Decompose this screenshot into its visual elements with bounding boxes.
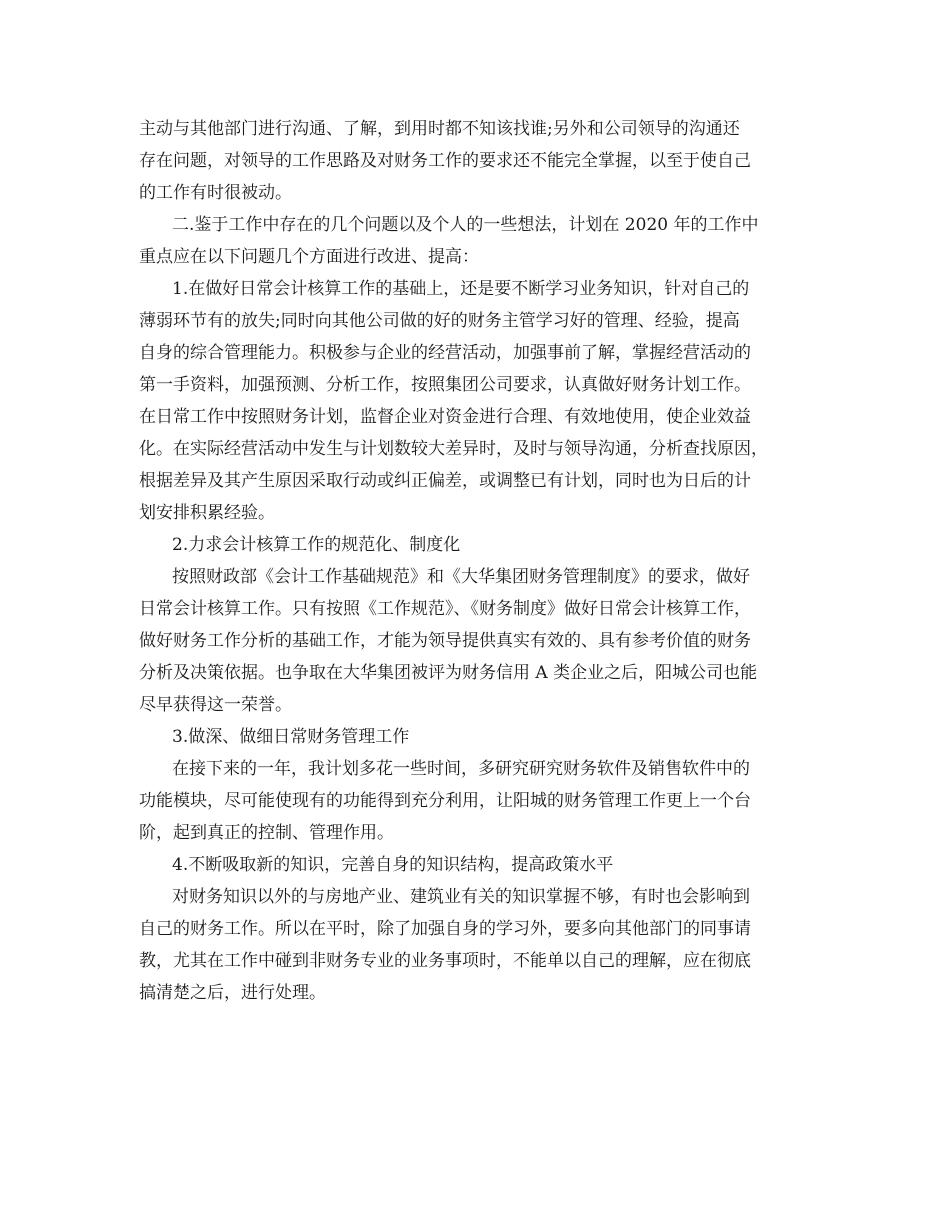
text-line: 4.不断吸取新的知识，完善自身的知识结构，提高政策水平 <box>172 855 614 875</box>
text-line: 搞清楚之后，进行处理。 <box>139 983 326 1003</box>
text-line: 在日常工作中按照财务计划，监督企业对资金进行合理、有效地使用，使企业效益 <box>139 407 751 427</box>
text-line: 根据差异及其产生原因采取行动或纠正偏差，或调整已有计划，同时也为日后的计 <box>139 471 751 491</box>
text-line: 二.鉴于工作中存在的几个问题以及个人的一些想法，计划在 2020 年的工作中 <box>172 215 759 235</box>
text-line: 化。在实际经营活动中发生与计划数较大差异时，及时与领导沟通，分析查找原因， <box>139 439 768 459</box>
text-line: 3.做深、做细日常财务管理工作 <box>172 727 410 747</box>
text-line: 分析及决策依据。也争取在大华集团被评为财务信用 A 类企业之后，阳城公司也能 <box>139 663 758 683</box>
text-line: 重点应在以下问题几个方面进行改进、提高： <box>139 247 479 267</box>
text-line: 按照财政部《会计工作基础规范》和《大华集团财务管理制度》的要求，做好 <box>172 567 750 587</box>
text-line: 1.在做好日常会计核算工作的基础上，还是要不断学习业务知识，针对自己的 <box>172 279 750 299</box>
text-line: 日常会计核算工作。只有按照《工作规范》、《财务制度》做好日常会计核算工作， <box>139 599 751 619</box>
text-line: 做好财务工作分析的基础工作，才能为领导提供真实有效的、具有参考价值的财务 <box>139 631 751 651</box>
text-line: 主动与其他部门进行沟通、了解，到用时都不知该找谁;另外和公司领导的沟通还 <box>139 119 740 139</box>
text-line: 第一手资料，加强预测、分析工作，按照集团公司要求，认真做好财务计划工作。 <box>139 375 751 395</box>
text-line: 教，尤其在工作中碰到非财务专业的业务事项时，不能单以自己的理解，应在彻底 <box>139 951 751 971</box>
text-line: 2.力求会计核算工作的规范化、制度化 <box>172 535 461 555</box>
text-line: 薄弱环节有的放失;同时向其他公司做的好的财务主管学习好的管理、经验，提高 <box>139 311 740 331</box>
text-line: 尽早获得这一荣誉。 <box>139 695 292 715</box>
text-line: 自己的财务工作。所以在平时，除了加强自身的学习外，要多向其他部门的同事请 <box>139 919 751 939</box>
document-body <box>139 113 811 1009</box>
text-line: 存在问题，对领导的工作思路及对财务工作的要求还不能完全掌握，以至于使自己 <box>139 151 751 171</box>
text-line: 对财务知识以外的与房地产业、建筑业有关的知识掌握不够，有时也会影响到 <box>172 887 750 907</box>
text-line: 自身的综合管理能力。积极参与企业的经营活动，加强事前了解，掌握经营活动的 <box>139 343 751 363</box>
text-line: 划安排积累经验。 <box>139 503 275 523</box>
text-line: 在接下来的一年，我计划多花一些时间，多研究研究财务软件及销售软件中的 <box>172 759 750 779</box>
text-line: 的工作有时很被动。 <box>139 183 292 203</box>
text-line: 阶，起到真正的控制、管理作用。 <box>139 823 394 843</box>
text-line: 功能模块，尽可能使现有的功能得到充分利用，让阳城的财务管理工作更上一个台 <box>139 791 751 811</box>
